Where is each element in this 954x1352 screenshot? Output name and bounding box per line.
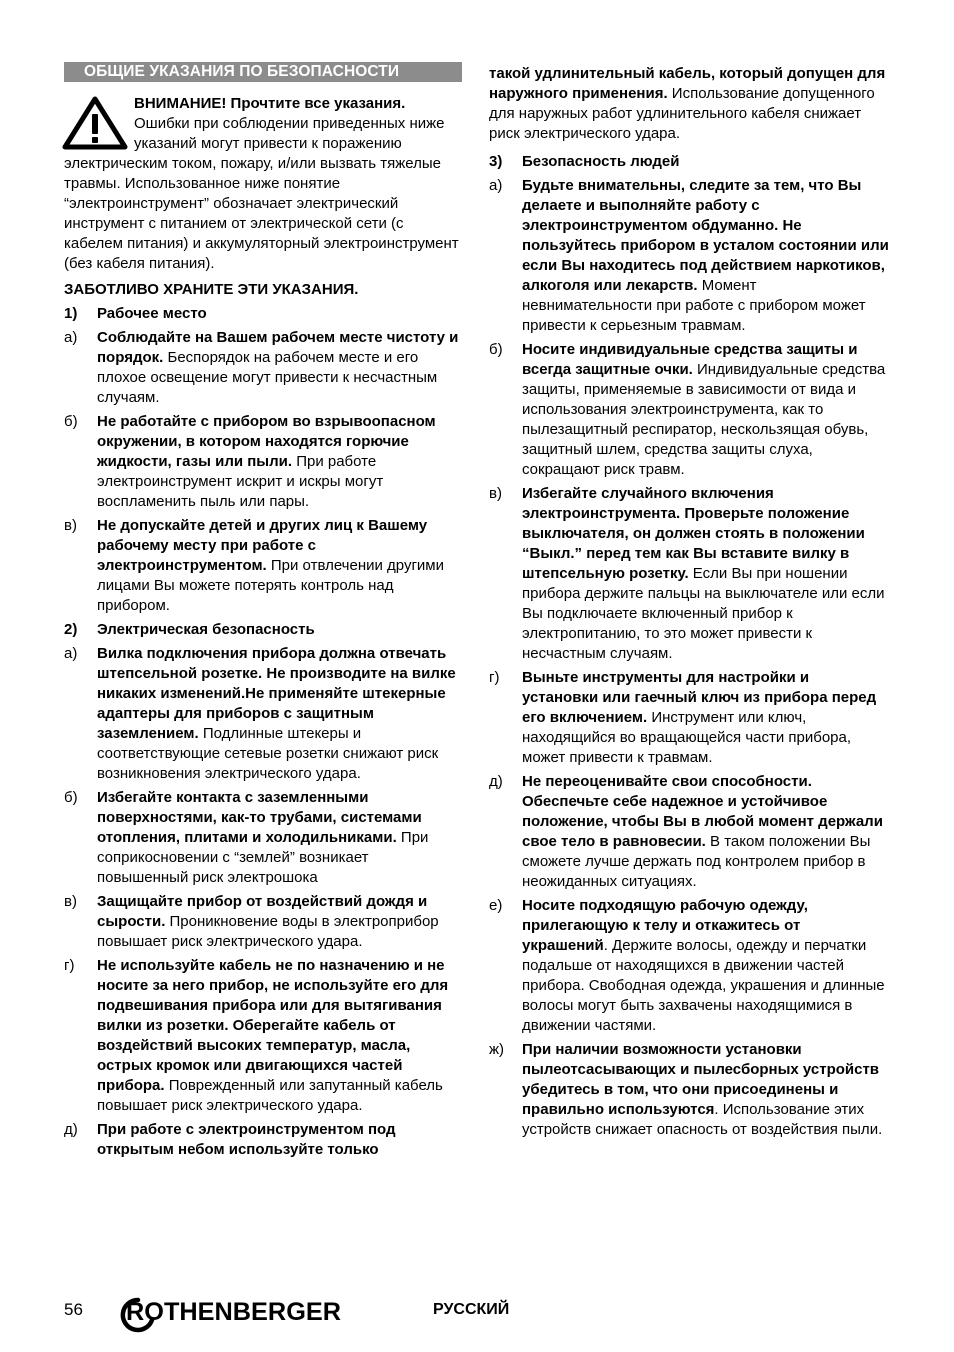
section-title: ОБЩИЕ УКАЗАНИЯ ПО БЕЗОПАСНОСТИ xyxy=(64,62,462,82)
list-item xyxy=(64,328,462,408)
list-item xyxy=(64,788,462,888)
item-bold: Соблюдайте на Вашем рабочем месте чистоту и порядок. xyxy=(97,329,459,366)
list-item xyxy=(489,340,889,480)
item-bold: Не переоценивайте свои способности. Обеспечьте себе надежное и устойчивое положение, чтобы Вы в любой момент держали свое тело в равновесии. xyxy=(522,773,883,850)
item-text: Индивидуальные средства защиты, применяемые в зависимости от вида и использования электроинструмента, как то пылезащитный респиратор, нескользящая обувь, защитный шлем, средства защиты слуха, сокращают риск травм. xyxy=(522,361,886,478)
item-bold: Носите подходящую рабочую одежду, прилегающую к телу и откажитесь от украшений xyxy=(522,897,808,954)
item-marker: е) xyxy=(489,897,503,914)
continuation-text xyxy=(489,64,889,144)
continuation-normal: Использование допущенного для наружных работ удлинительного кабеля снижает риск электрического удара. xyxy=(489,85,875,142)
item-text: Беспорядок на рабочем месте и его плохое освещение могут привести к несчастным случаям. xyxy=(97,349,438,406)
item-bold: Вилка подключения прибора должна отвечать штепсельной розетке. Не производите на вилке никаких изменений.Не применяйте штекерные адаптеры для приборов с защитным заземлением. xyxy=(97,645,456,742)
list-item xyxy=(489,484,889,664)
item-text: Подлинные штекеры и соответствующие сетевые розетки снижают риск возникновения электрического удара. xyxy=(97,725,439,782)
list-item xyxy=(64,956,462,1116)
item-marker: в) xyxy=(64,893,77,910)
item-marker: д) xyxy=(64,1121,78,1138)
section-1-heading xyxy=(64,304,462,324)
item-text: В таком положении Вы сможете лучше держать под контролем прибор в неожиданных ситуациях. xyxy=(522,833,871,890)
item-marker: б) xyxy=(64,413,78,430)
item-bold: Будьте внимательны, следите за тем, что Вы делаете и выполняйте работу с электроинструментом обдуманно. Не пользуйтесь прибором в усталом состоянии или если Вы находитесь под действием наркотиков, алкоголя или лекарств. xyxy=(522,177,889,294)
item-bold: Не допускайте детей и других лиц к Вашему рабочему месту при работе с электроинструментом. xyxy=(97,517,428,574)
page-number: 56 xyxy=(64,1300,83,1319)
warning-block xyxy=(64,94,462,274)
item-marker: а) xyxy=(489,177,503,194)
item-marker: в) xyxy=(64,517,77,534)
item-marker: г) xyxy=(489,669,500,686)
right-column xyxy=(489,64,889,1144)
item-bold: Избегайте случайного включения электроинструмента. Проверьте положение выключателя, он должен стоять в положении “Выкл.” перед тем как Вы вставите вилку в штепсельную розетку. xyxy=(522,485,865,582)
item-marker: д) xyxy=(489,773,503,790)
item-text: При работе электроинструмент искрит и искры могут воспламенить пыль или пары. xyxy=(97,453,384,510)
item-marker: а) xyxy=(64,645,78,662)
list-item xyxy=(64,644,462,784)
list-item xyxy=(489,772,889,892)
section-number: 2) xyxy=(64,621,78,638)
item-bold: Защищайте прибор от воздействий дождя и сырости. xyxy=(97,893,428,930)
list-item xyxy=(64,892,462,952)
brand-text: ROTHENBERGER xyxy=(126,1298,341,1326)
item-text: Если Вы при ношении прибора держите пальцы на выключателе или если Вы подключаете включенный прибор к электропитанию, то это может привести к несчастным случаям. xyxy=(522,565,885,662)
item-bold: При работе с электроинструментом под открытым небом используйте только xyxy=(97,1121,396,1158)
language-label: РУССКИЙ xyxy=(433,1301,510,1318)
item-marker: а) xyxy=(64,329,78,346)
list-item xyxy=(489,896,889,1036)
item-bold: Носите индивидуальные средства защиты и всегда защитные очки. xyxy=(522,341,858,378)
item-marker: б) xyxy=(489,341,503,358)
warning-text: Ошибки при соблюдении приведенных ниже указаний могут привести к поражению электрическим током, пожару, и/или вызвать тяжелые травмы. Использованное ниже понятие “электроинструмент” обозначает электрический инструмент с питанием от электрической сети (с кабелем питания) и аккумуляторный электроинструмент (без кабеля питания). xyxy=(64,115,459,272)
section-3-heading xyxy=(489,152,889,172)
section-title-text: Рабочее место xyxy=(97,305,207,322)
item-marker: б) xyxy=(64,789,78,806)
section-2-heading xyxy=(64,620,462,640)
continuation-bold: такой удлинительный кабель, который допущен для наружного применения. xyxy=(489,65,886,102)
section-number: 3) xyxy=(489,153,503,170)
left-column xyxy=(64,62,462,1164)
item-text: Поврежденный или запутанный кабель повышает риск электрического удара. xyxy=(97,1077,443,1114)
section-number: 1) xyxy=(64,305,78,322)
section-title-text: Электрическая безопасность xyxy=(97,621,315,638)
item-text: Момент невнимательности при работе с прибором может привести к серьезным травмам. xyxy=(522,277,866,334)
list-item xyxy=(489,176,889,336)
page-footer xyxy=(64,1296,894,1336)
item-text: Инструмент или ключ, находящийся во вращающейся части прибора, может привести к травмам. xyxy=(522,709,852,766)
item-bold: Избегайте контакта с заземленными поверхностями, как-то трубами, системами отопления, плитами и холодильниками. xyxy=(97,789,422,846)
keep-heading: ЗАБОТЛИВО ХРАНИТЕ ЭТИ УКАЗАНИЯ. xyxy=(64,281,359,298)
item-text: . Использование этих устройств снижает опасность от воздействия пыли. xyxy=(522,1101,883,1138)
item-bold: Выньте инструменты для настройки и установки или гаечный ключ из прибора перед его включением. xyxy=(522,669,877,726)
rothenberger-logo xyxy=(108,1290,348,1334)
item-marker: г) xyxy=(64,957,75,974)
list-item xyxy=(64,412,462,512)
item-text: При соприкосновении с “землей” возникает повышенный риск электрошока xyxy=(97,829,429,886)
list-item xyxy=(64,1120,462,1160)
section-title-text: Безопасность людей xyxy=(522,153,680,170)
item-marker: в) xyxy=(489,485,502,502)
item-bold: Не работайте с прибором во взрывоопасном окружении, в котором находятся горючие жидкости, газы или пыли. xyxy=(97,413,436,470)
item-bold: Не используйте кабель не по назначению и не носите за него прибор, не используйте его для подвешивания прибора или для вытягивания вилки из розетки. Оберегайте кабель от воздействий высоких температур, масла, острых кромок или двигающихся частей прибора. xyxy=(97,957,449,1094)
item-text: При отвлечении другими лицами Вы можете потерять контроль над прибором. xyxy=(97,557,444,614)
list-item xyxy=(489,668,889,768)
item-text: Проникновение воды в электроприбор повышает риск электрического удара. xyxy=(97,913,439,950)
warning-bold: ВНИМАНИЕ! Прочтите все указания. xyxy=(134,95,406,112)
item-bold: При наличии возможности установки пылеотсасывающих и пылесборных устройств убедитесь в том, что они присоединены и правильно используются xyxy=(522,1041,880,1118)
list-item xyxy=(489,1040,889,1140)
item-marker: ж) xyxy=(489,1041,505,1058)
list-item xyxy=(64,516,462,616)
item-text: . Держите волосы, одежду и перчатки подальше от находящихся в движении частей прибора. Свободная одежда, украшения и длинные волосы могут быть захвачены находящимися в движении частями. xyxy=(522,937,885,1034)
warning-triangle-icon xyxy=(62,96,128,150)
